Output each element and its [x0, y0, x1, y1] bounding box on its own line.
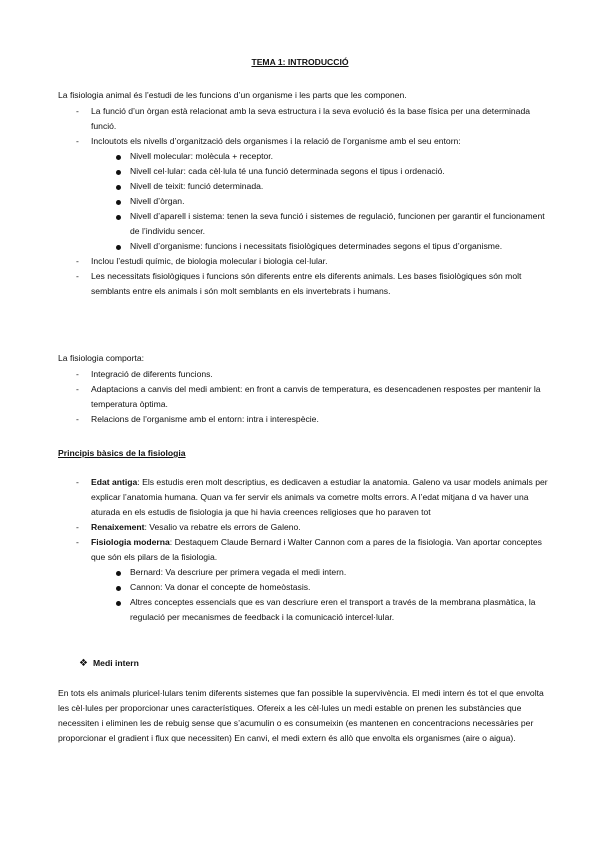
bullet-icon: [116, 245, 121, 250]
intro-list: [0, 104, 600, 299]
list-item-text: La funció d’un òrgan està relacionat amb la seva estructura i la seva evolució és la base física per una determinada funció.: [91, 106, 531, 131]
point-text: Bernard: Va descriure per primera vegada el medi intern.: [130, 567, 347, 577]
moderna-points: [0, 565, 600, 625]
list-item-text: Incloutots els nivells d’organització dels organismes i la relació de l’organisme amb el seu entorn:: [91, 136, 461, 146]
list-item: [0, 104, 600, 134]
diamond-bullet-icon: ❖: [79, 658, 88, 669]
level-text: Nivell d’aparell i sistema: tenen la seva funció i sistemes de regulació, funcionen per garantir el funcionament de l’individu sencer.: [130, 211, 545, 236]
comporta-intro: La fisiologia comporta:: [58, 353, 144, 363]
list-item: [0, 412, 600, 427]
intro-paragraph: La fisiologia animal és l’estudi de les funcions d’un organisme i les parts que les componen.: [58, 90, 407, 100]
moderna-point: [0, 595, 600, 625]
history-term: Renaixement: [91, 522, 145, 532]
dash-marker: -: [76, 136, 79, 146]
medi-intern-heading: [79, 656, 139, 671]
history-term: Fisiologia moderna: [91, 537, 170, 547]
history-text: : Vesalio va rebatre els errors de Galeno.: [144, 522, 301, 532]
levels-list: [0, 149, 600, 254]
list-item-text: Les necessitats fisiològiques i funcions són diferents entre els diferents animals. Les bases fisiològiques són molt semblants entre els animals i són molt semblants en els invertebrats i humans.: [91, 271, 522, 296]
list-item-text: Adaptacions a canvis del medi ambient: en front a canvis de temperatura, es desencadenen respostes per mantenir la temperatura òptima.: [91, 384, 541, 409]
level-text: Nivell de teixit: funció determinada.: [130, 181, 264, 191]
page-title: TEMA 1: INTRODUCCIÓ: [251, 57, 349, 67]
comporta-list: [0, 367, 600, 427]
history-term: Edat antiga: [91, 477, 138, 487]
list-item-text: Inclou l’estudi químic, de biologia molecular i biologia cel·lular.: [91, 256, 328, 266]
list-item: [0, 254, 600, 269]
history-text: : Els estudis eren molt descriptius, es dedicaven a estudiar la anatomia. Galeno va usar models animals per explicar l’anatomia humana. Quan va fer servir els animals va cometre molts errors. A l’edat mitjana d va haver una aturada en els estudis de fisiologia ja que hi havia creences religioses que ho paraven tot: [91, 477, 548, 517]
dash-marker: -: [76, 369, 79, 379]
dash-marker: -: [76, 384, 79, 394]
level-item: [0, 239, 600, 254]
level-item: [0, 209, 600, 239]
dash-marker: -: [76, 271, 79, 281]
medi-heading-text: Medi intern: [93, 658, 139, 668]
history-text: : Destaquem Claude Bernard i Walter Cannon com a pares de la fisiologia. Van aportar conceptes que són els pilars de la fisiologia.: [91, 537, 542, 562]
dash-marker: -: [76, 522, 79, 532]
moderna-point: [0, 565, 600, 580]
bullet-icon: [116, 215, 121, 220]
level-item: [0, 149, 600, 164]
list-item: [0, 382, 600, 412]
history-item: [0, 475, 600, 520]
list-item-text: Integració de diferents funcions.: [91, 369, 213, 379]
medi-intern-paragraph: En tots els animals pluricel·lulars tenim diferents sistemes que fan possible la supervivència. El medi intern és tot el que envolta les cèl·lules per proporcionar unes característiques. Ofereix a les cèl·lules un medi estable on prenen les substàncies que necessiten i eliminen les de rebuig sense que s’acumulin o es consumeixin (es mantenen en concentracions necessàries per proporcionar el gradient i flux que necessiten) En canvi, el medi extern és allò que envolta els organismes (aire o aigua).: [58, 688, 544, 743]
bullet-icon: [116, 601, 121, 606]
list-item: [0, 269, 600, 299]
dash-marker: -: [76, 256, 79, 266]
level-item: [0, 179, 600, 194]
level-text: Nivell cel·lular: cada cèl·lula té una funció determinada segons el tipus i ordenació.: [130, 166, 445, 176]
dash-marker: -: [76, 477, 79, 487]
list-item: [0, 134, 600, 254]
level-text: Nivell d’organisme: funcions i necessitats fisiològiques determinades segons el tipus d’organisme.: [130, 241, 503, 251]
bullet-icon: [116, 571, 121, 576]
level-text: Nivell d’òrgan.: [130, 196, 185, 206]
dash-marker: -: [76, 106, 79, 116]
history-item: [0, 520, 600, 535]
bullet-icon: [116, 185, 121, 190]
level-item: [0, 164, 600, 179]
moderna-point: [0, 580, 600, 595]
bullet-icon: [116, 155, 121, 160]
history-list: [0, 475, 600, 625]
bullet-icon: [116, 200, 121, 205]
principis-heading: Principis bàsics de la fisiologia: [58, 448, 186, 458]
list-item-text: Relacions de l’organisme amb el entorn: intra i interespècie.: [91, 414, 319, 424]
history-item: [0, 535, 600, 625]
bullet-icon: [116, 170, 121, 175]
bullet-icon: [116, 586, 121, 591]
dash-marker: -: [76, 414, 79, 424]
point-text: Cannon: Va donar el concepte de homeòstasis.: [130, 582, 311, 592]
level-item: [0, 194, 600, 209]
point-text: Altres conceptes essencials que es van descriure eren el transport a través de la membrana plasmàtica, la regulació per mecanismes de feedback i la comunicació intercel·lular.: [130, 597, 536, 622]
level-text: Nivell molecular: molècula + receptor.: [130, 151, 274, 161]
dash-marker: -: [76, 537, 79, 547]
list-item: [0, 367, 600, 382]
